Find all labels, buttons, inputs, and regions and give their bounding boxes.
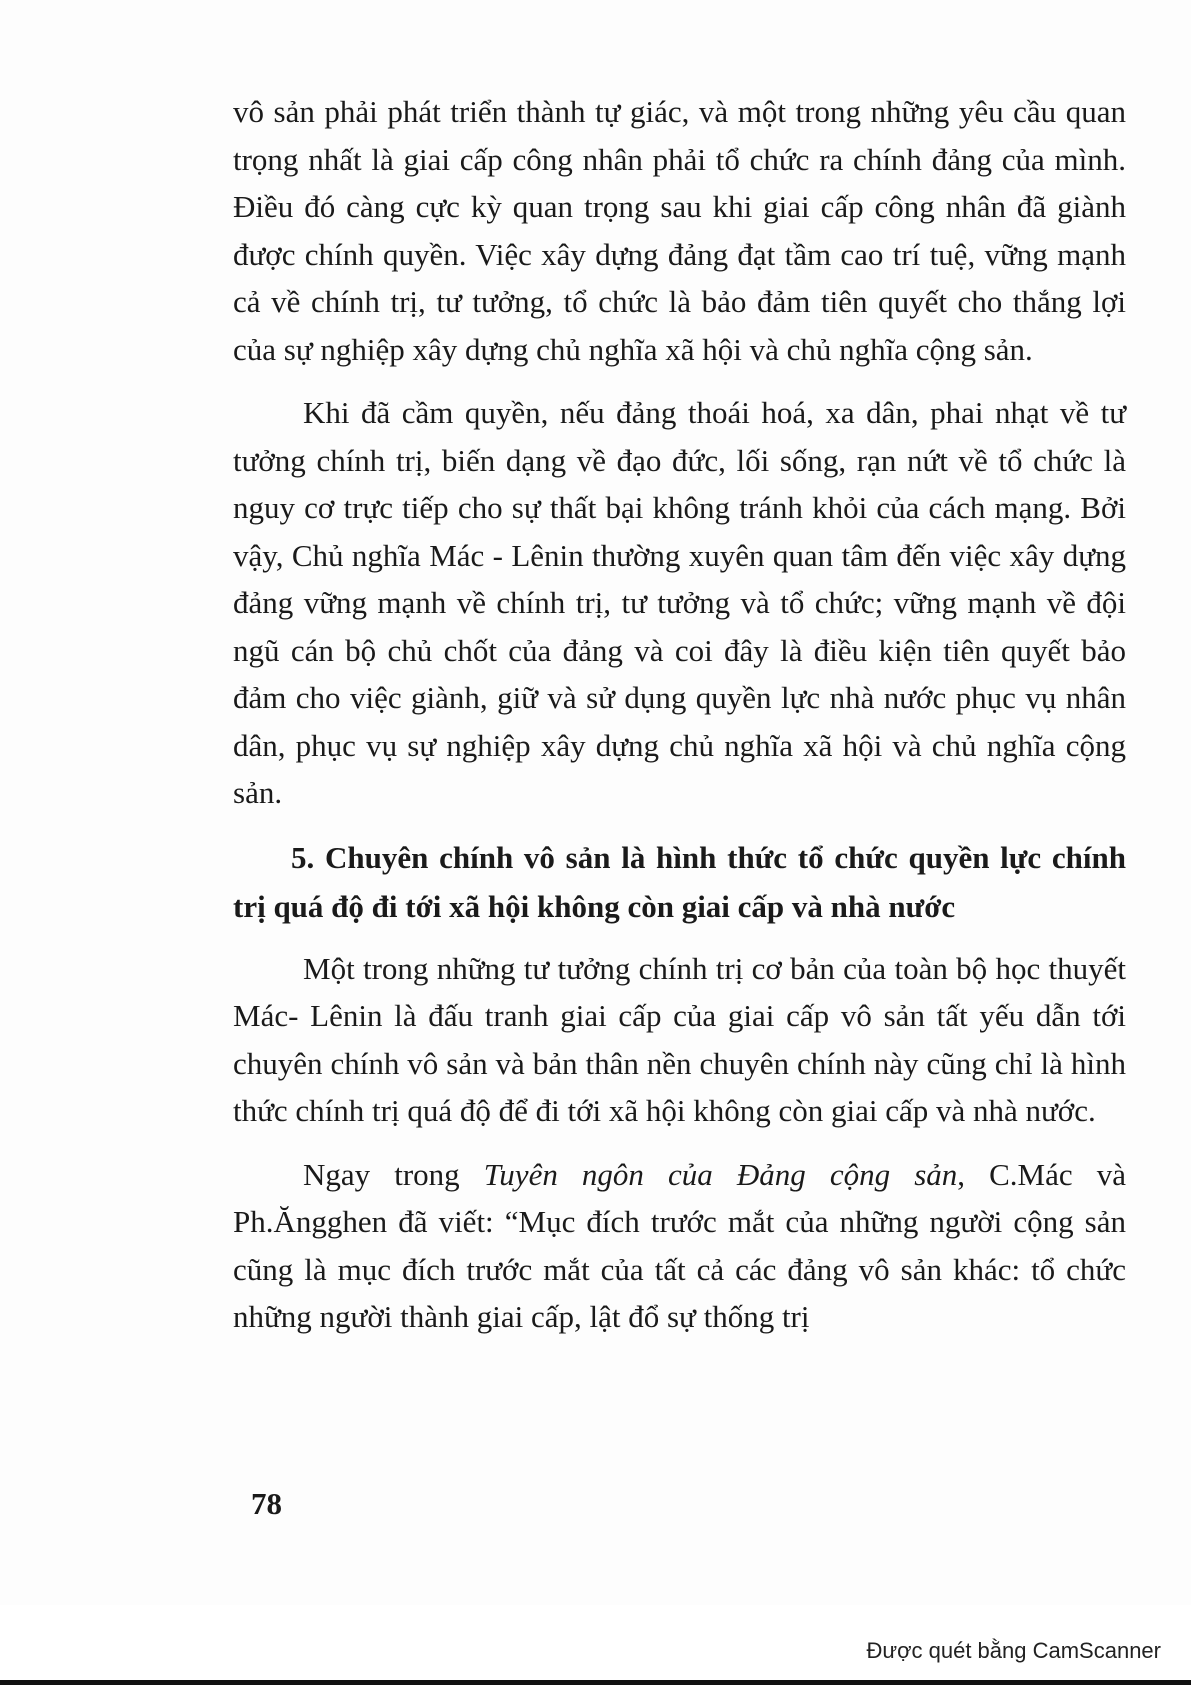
paragraph-4-lead: Ngay trong — [303, 1156, 484, 1192]
paragraph-4-rest: , C.Mác và Ph.Ăngghen đã viết: “Mục đích trước mắt của những người cộng sản cũng là mục đích trước mắt của tất cả các đảng vô sản khác: tổ chức những người thành giai cấp, lật đổ sự thống trị — [233, 1156, 1126, 1334]
scanner-watermark: Được quét bằng CamScanner — [866, 1638, 1161, 1663]
page-body — [233, 88, 1126, 1341]
section-heading: 5. Chuyên chính vô sản là hình thức tổ chức quyền lực chính trị quá độ đi tới xã hội không còn giai cấp và nhà nước — [233, 839, 1126, 924]
paragraph-3: Một trong những tư tưởng chính trị cơ bản của toàn bộ học thuyết Mác- Lênin là đấu tranh giai cấp của giai cấp vô sản tất yếu dẫn tới chuyên chính vô sản và bản thân nền chuyên chính này cũng chỉ là hình thức chính trị quá độ để đi tới xã hội không còn giai cấp và nhà nước. — [233, 950, 1126, 1128]
paragraph-1: vô sản phải phát triển thành tự giác, và một trong những yêu cầu quan trọng nhất là giai cấp công nhân phải tổ chức ra chính đảng của mình. Điều đó càng cực kỳ quan trọng sau khi giai cấp công nhân đã giành được chính quyền. Việc xây dựng đảng đạt tầm cao trí tuệ, vững mạnh cả về chính trị, tư tưởng, tổ chức là bảo đảm tiên quyết cho thắng lợi của sự nghiệp xây dựng chủ nghĩa xã hội và chủ nghĩa cộng sản. — [233, 94, 1126, 367]
paragraph-2: Khi đã cầm quyền, nếu đảng thoái hoá, xa dân, phai nhạt về tư tưởng chính trị, biến dạng về đạo đức, lối sống, rạn nứt về tổ chức là nguy cơ trực tiếp cho sự thất bại không tránh khỏi của cách mạng. Bởi vậy, Chủ nghĩa Mác - Lênin thường xuyên quan tâm đến việc xây dựng đảng vững mạnh về chính trị, tư tưởng và tổ chức; vững mạnh về đội ngũ cán bộ chủ chốt của đảng và coi đây là điều kiện tiên quyết bảo đảm cho việc giành, giữ và sử dụng quyền lực nhà nước phục vụ nhân dân, phục vụ sự nghiệp xây dựng chủ nghĩa xã hội và chủ nghĩa cộng sản. — [233, 395, 1126, 810]
bottom-divider — [0, 1680, 1191, 1685]
page-number: 78 — [251, 1486, 282, 1521]
paragraph-4 — [233, 1151, 1126, 1341]
paragraph-4-book-title: Tuyên ngôn của Đảng cộng sản — [483, 1156, 958, 1192]
